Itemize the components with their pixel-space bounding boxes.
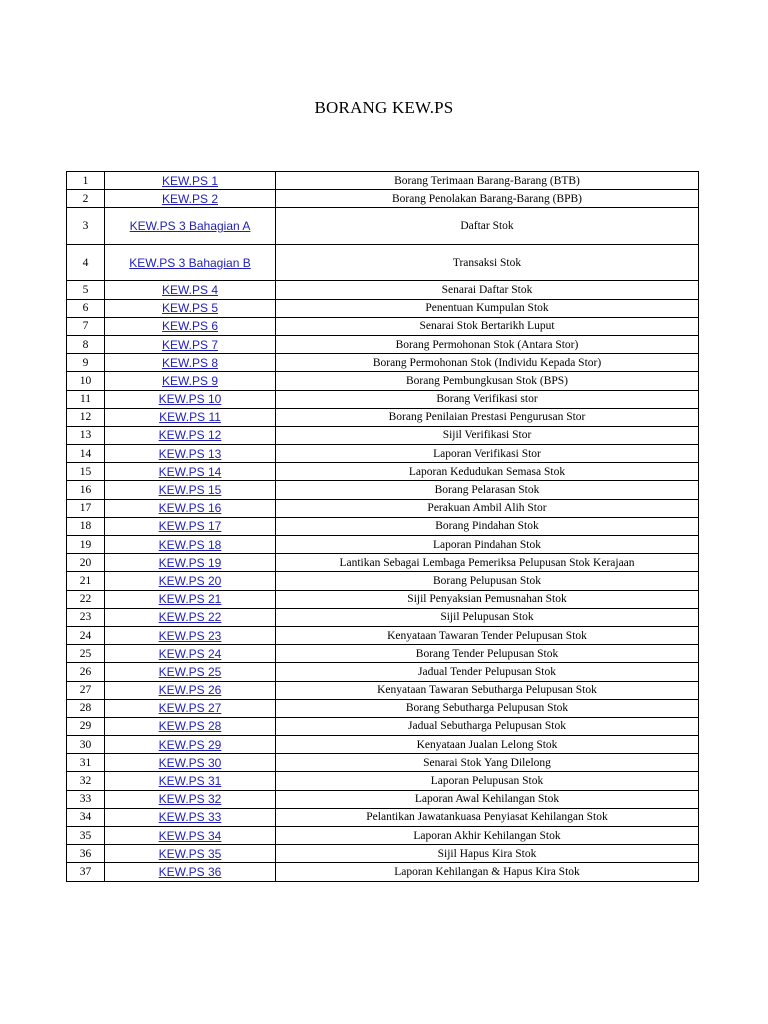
form-code-link[interactable]: KEW.PS 15 (158, 483, 222, 498)
form-description: Pelantikan Jawatankuasa Penyiasat Kehilangan Stok (276, 808, 699, 826)
form-code-cell (105, 590, 276, 608)
form-code-cell (105, 354, 276, 372)
row-number: 29 (67, 717, 105, 735)
form-description: Laporan Kehilangan & Hapus Kira Stok (276, 863, 699, 881)
form-code-link[interactable]: KEW.PS 10 (158, 392, 222, 407)
form-description: Laporan Verifikasi Stor (276, 445, 699, 463)
form-description: Senarai Stok Yang Dilelong (276, 754, 699, 772)
form-code-link[interactable]: KEW.PS 29 (158, 737, 222, 752)
table-row (67, 499, 699, 517)
form-description: Sijil Pelupusan Stok (276, 608, 699, 626)
form-description: Kenyataan Tawaran Sebutharga Pelupusan Stok (276, 681, 699, 699)
row-number: 22 (67, 590, 105, 608)
form-code-cell (105, 499, 276, 517)
form-code-link[interactable]: KEW.PS 33 (158, 810, 222, 825)
form-code-link[interactable]: KEW.PS 23 (158, 628, 222, 643)
table-row (67, 845, 699, 863)
table-row (67, 317, 699, 335)
form-code-cell (105, 608, 276, 626)
table-row (67, 208, 699, 245)
table-row (67, 736, 699, 754)
form-description: Daftar Stok (276, 208, 699, 245)
form-code-cell (105, 827, 276, 845)
form-code-cell (105, 172, 276, 190)
row-number: 21 (67, 572, 105, 590)
row-number: 36 (67, 845, 105, 863)
forms-table (66, 171, 699, 882)
form-code-cell (105, 517, 276, 535)
form-code-link[interactable]: KEW.PS 3 Bahagian B (129, 255, 251, 270)
table-row (67, 335, 699, 353)
form-code-link[interactable]: KEW.PS 18 (158, 537, 222, 552)
form-description: Borang Sebutharga Pelupusan Stok (276, 699, 699, 717)
table-row (67, 645, 699, 663)
table-row (67, 172, 699, 190)
form-code-link[interactable]: KEW.PS 9 (161, 373, 219, 388)
row-number: 27 (67, 681, 105, 699)
row-number: 12 (67, 408, 105, 426)
row-number: 2 (67, 190, 105, 208)
row-number: 11 (67, 390, 105, 408)
form-code-cell (105, 463, 276, 481)
form-code-cell (105, 808, 276, 826)
form-code-link[interactable]: KEW.PS 12 (158, 428, 222, 443)
row-number: 4 (67, 244, 105, 281)
table-row (67, 190, 699, 208)
table-row (67, 408, 699, 426)
table-row (67, 827, 699, 845)
form-code-link[interactable]: KEW.PS 35 (158, 846, 222, 861)
table-row (67, 572, 699, 590)
form-code-cell (105, 445, 276, 463)
form-code-link[interactable]: KEW.PS 36 (158, 864, 222, 879)
form-code-link[interactable]: KEW.PS 31 (158, 774, 222, 789)
form-code-cell (105, 426, 276, 444)
form-description: Borang Permohonan Stok (Antara Stor) (276, 335, 699, 353)
form-description: Borang Verifikasi stor (276, 390, 699, 408)
table-row (67, 517, 699, 535)
form-description: Borang Penolakan Barang-Barang (BPB) (276, 190, 699, 208)
form-code-cell (105, 481, 276, 499)
table-row (67, 244, 699, 281)
form-code-cell (105, 372, 276, 390)
form-description: Borang Tender Pelupusan Stok (276, 645, 699, 663)
row-number: 9 (67, 354, 105, 372)
row-number: 20 (67, 554, 105, 572)
table-row (67, 463, 699, 481)
row-number: 28 (67, 699, 105, 717)
form-code-cell (105, 645, 276, 663)
row-number: 34 (67, 808, 105, 826)
row-number: 3 (67, 208, 105, 245)
form-description: Jadual Tender Pelupusan Stok (276, 663, 699, 681)
form-description: Perakuan Ambil Alih Stor (276, 499, 699, 517)
form-code-link[interactable]: KEW.PS 32 (158, 792, 222, 807)
table-row (67, 281, 699, 299)
form-code-cell (105, 335, 276, 353)
form-description: Laporan Pindahan Stok (276, 536, 699, 554)
table-row (67, 536, 699, 554)
form-description: Laporan Kedudukan Semasa Stok (276, 463, 699, 481)
form-code-link[interactable]: KEW.PS 21 (158, 592, 222, 607)
form-description: Jadual Sebutharga Pelupusan Stok (276, 717, 699, 735)
table-row (67, 354, 699, 372)
form-code-link[interactable]: KEW.PS 22 (158, 610, 222, 625)
form-code-link[interactable]: KEW.PS 30 (158, 755, 222, 770)
form-code-link[interactable]: KEW.PS 16 (158, 501, 222, 516)
form-code-cell (105, 717, 276, 735)
form-code-link[interactable]: KEW.PS 6 (161, 319, 219, 334)
form-description: Senarai Stok Bertarikh Luput (276, 317, 699, 335)
form-code-cell (105, 536, 276, 554)
form-code-cell (105, 845, 276, 863)
forms-table-body (67, 172, 699, 882)
row-number: 31 (67, 754, 105, 772)
form-code-link[interactable]: KEW.PS 25 (158, 664, 222, 679)
table-row (67, 481, 699, 499)
form-description: Sijil Hapus Kira Stok (276, 845, 699, 863)
table-row (67, 717, 699, 735)
table-row (67, 790, 699, 808)
table-row (67, 299, 699, 317)
form-description: Laporan Akhir Kehilangan Stok (276, 827, 699, 845)
row-number: 30 (67, 736, 105, 754)
form-code-cell (105, 772, 276, 790)
row-number: 19 (67, 536, 105, 554)
table-row (67, 772, 699, 790)
form-code-link[interactable]: KEW.PS 20 (158, 573, 222, 588)
form-code-link[interactable]: KEW.PS 2 (161, 191, 219, 206)
table-row (67, 863, 699, 881)
form-description: Lantikan Sebagai Lembaga Pemeriksa Pelupusan Stok Kerajaan (276, 554, 699, 572)
row-number: 10 (67, 372, 105, 390)
form-description: Borang Pembungkusan Stok (BPS) (276, 372, 699, 390)
form-description: Transaksi Stok (276, 244, 699, 281)
form-code-cell (105, 699, 276, 717)
table-row (67, 426, 699, 444)
form-code-link[interactable]: KEW.PS 3 Bahagian A (129, 219, 251, 234)
form-code-link[interactable]: KEW.PS 17 (158, 519, 222, 534)
table-row (67, 554, 699, 572)
row-number: 35 (67, 827, 105, 845)
form-code-cell (105, 736, 276, 754)
row-number: 13 (67, 426, 105, 444)
row-number: 8 (67, 335, 105, 353)
row-number: 5 (67, 281, 105, 299)
form-description: Borang Pelupusan Stok (276, 572, 699, 590)
table-row (67, 626, 699, 644)
form-code-link[interactable]: KEW.PS 4 (161, 282, 219, 297)
page-title: BORANG KEW.PS (314, 98, 454, 117)
form-code-cell (105, 408, 276, 426)
table-row (67, 699, 699, 717)
row-number: 23 (67, 608, 105, 626)
form-code-cell (105, 299, 276, 317)
form-description: Borang Pindahan Stok (276, 517, 699, 535)
row-number: 7 (67, 317, 105, 335)
form-code-cell (105, 190, 276, 208)
form-code-cell (105, 554, 276, 572)
row-number: 1 (67, 172, 105, 190)
form-description: Sijil Penyaksian Pemusnahan Stok (276, 590, 699, 608)
table-row (67, 390, 699, 408)
row-number: 15 (67, 463, 105, 481)
form-code-link[interactable]: KEW.PS 27 (158, 701, 222, 716)
row-number: 17 (67, 499, 105, 517)
form-code-cell (105, 281, 276, 299)
table-row (67, 754, 699, 772)
form-description: Senarai Daftar Stok (276, 281, 699, 299)
row-number: 6 (67, 299, 105, 317)
table-row (67, 445, 699, 463)
form-code-cell (105, 754, 276, 772)
form-code-link[interactable]: KEW.PS 14 (158, 464, 222, 479)
table-row (67, 663, 699, 681)
form-description: Borang Terimaan Barang-Barang (BTB) (276, 172, 699, 190)
form-description: Sijil Verifikasi Stor (276, 426, 699, 444)
row-number: 16 (67, 481, 105, 499)
form-description: Laporan Awal Kehilangan Stok (276, 790, 699, 808)
form-description: Penentuan Kumpulan Stok (276, 299, 699, 317)
table-row (67, 372, 699, 390)
form-code-cell (105, 663, 276, 681)
form-code-link[interactable]: KEW.PS 5 (161, 301, 219, 316)
form-code-link[interactable]: KEW.PS 1 (161, 173, 219, 188)
table-row (67, 590, 699, 608)
form-code-link[interactable]: KEW.PS 11 (159, 410, 221, 425)
form-code-cell (105, 681, 276, 699)
form-code-cell (105, 244, 276, 281)
form-code-link[interactable]: KEW.PS 19 (158, 555, 222, 570)
form-description: Kenyataan Jualan Lelong Stok (276, 736, 699, 754)
row-number: 33 (67, 790, 105, 808)
form-description: Kenyataan Tawaran Tender Pelupusan Stok (276, 626, 699, 644)
form-code-cell (105, 790, 276, 808)
form-code-cell (105, 390, 276, 408)
form-code-link[interactable]: KEW.PS 7 (161, 337, 219, 352)
form-code-cell (105, 317, 276, 335)
row-number: 18 (67, 517, 105, 535)
row-number: 24 (67, 626, 105, 644)
table-row (67, 681, 699, 699)
row-number: 25 (67, 645, 105, 663)
form-code-link[interactable]: KEW.PS 26 (158, 683, 222, 698)
form-code-cell (105, 572, 276, 590)
form-code-cell (105, 863, 276, 881)
form-code-cell (105, 208, 276, 245)
row-number: 37 (67, 863, 105, 881)
row-number: 32 (67, 772, 105, 790)
form-description: Borang Penilaian Prestasi Pengurusan Stor (276, 408, 699, 426)
form-code-link[interactable]: KEW.PS 34 (158, 828, 222, 843)
form-description: Borang Permohonan Stok (Individu Kepada Stor) (276, 354, 699, 372)
form-code-link[interactable]: KEW.PS 13 (158, 446, 222, 461)
form-description: Laporan Pelupusan Stok (276, 772, 699, 790)
table-row (67, 808, 699, 826)
form-code-link[interactable]: KEW.PS 28 (158, 719, 222, 734)
form-description: Borang Pelarasan Stok (276, 481, 699, 499)
form-code-cell (105, 626, 276, 644)
form-code-link[interactable]: KEW.PS 8 (161, 355, 219, 370)
row-number: 26 (67, 663, 105, 681)
form-code-link[interactable]: KEW.PS 24 (158, 646, 222, 661)
table-row (67, 608, 699, 626)
row-number: 14 (67, 445, 105, 463)
